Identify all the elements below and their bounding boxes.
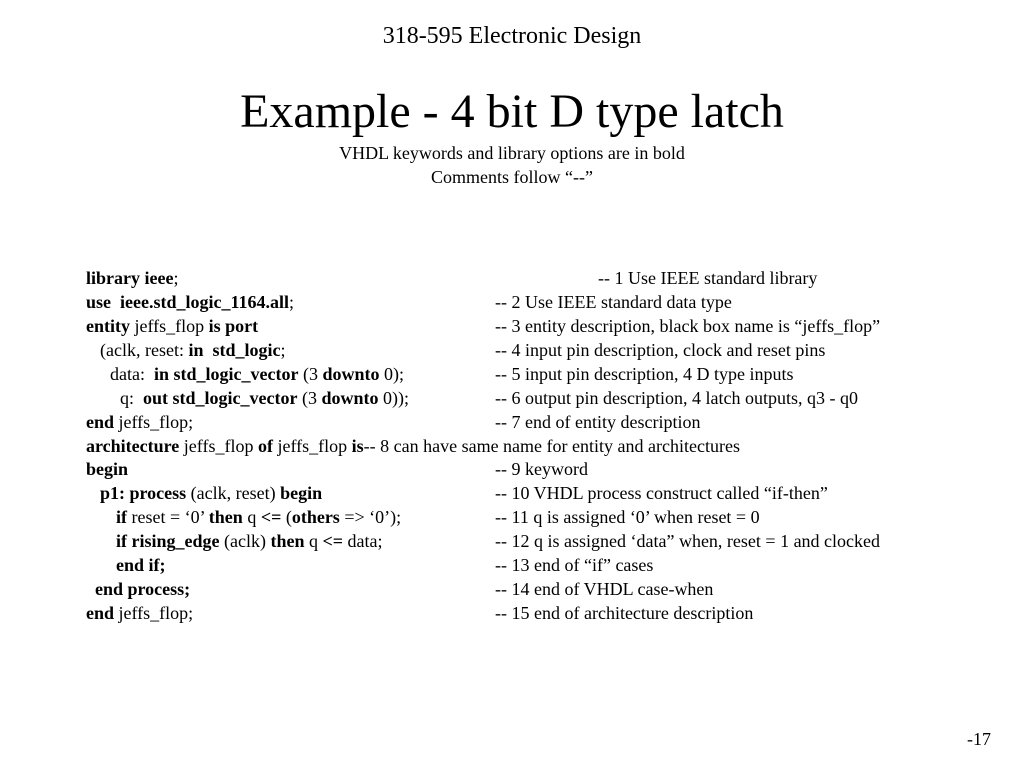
code-comment: -- 9 keyword (495, 459, 588, 480)
vhdl-keyword: downto (321, 387, 379, 408)
vhdl-keyword: in std_logic_vector (153, 363, 299, 384)
code-segment: data; (343, 531, 383, 552)
code-text (100, 481, 322, 505)
vhdl-keyword: others (291, 507, 340, 528)
code-text (86, 266, 178, 290)
code-segment: jeffs_flop; (114, 411, 194, 432)
code-line (0, 601, 1024, 625)
code-comment: -- 2 Use IEEE standard data type (495, 291, 732, 312)
vhdl-keyword: <= (260, 507, 282, 528)
code-text (116, 529, 382, 553)
vhdl-keyword: end (86, 603, 115, 624)
code-segment: q (304, 531, 323, 552)
code-segment: (3 (298, 363, 323, 384)
vhdl-keyword: begin (86, 459, 129, 480)
code-text (120, 386, 409, 410)
vhdl-keyword: <= (322, 531, 343, 552)
code-segment: q: (120, 387, 144, 408)
code-segment: data: (110, 363, 154, 384)
code-segment: jeffs_flop (130, 315, 209, 336)
code-comment: -- 14 end of VHDL case-when (495, 579, 714, 600)
code-comment: -- 5 input pin description, 4 D type inputs (495, 363, 794, 384)
code-line (0, 266, 1024, 290)
code-comment: -- 10 VHDL process construct called “if-then” (495, 483, 828, 504)
course-header: 318-595 Electronic Design (382, 23, 642, 49)
vhdl-keyword: of (257, 435, 273, 456)
code-comment: -- 15 end of architecture description (495, 603, 754, 624)
vhdl-keyword: then (270, 531, 305, 552)
code-text (86, 601, 193, 625)
code-comment: -- 4 input pin description, clock and reset pins (495, 339, 826, 360)
vhdl-keyword: use ieee.std_logic_1164.all (86, 291, 289, 312)
code-text (116, 505, 401, 529)
code-comment: -- 13 end of “if” cases (495, 555, 654, 576)
vhdl-keyword: architecture (86, 435, 180, 456)
code-line (0, 481, 1024, 505)
vhdl-keyword: downto (322, 363, 380, 384)
code-line (0, 386, 1024, 410)
code-text (86, 314, 258, 338)
code-segment: jeffs_flop (272, 435, 352, 456)
code-text (95, 577, 190, 601)
vhdl-keyword: if rising_edge (116, 531, 220, 552)
code-comment: -- 1 Use IEEE standard library (598, 268, 818, 288)
code-line (0, 457, 1024, 481)
vhdl-keyword: is port (208, 315, 259, 336)
code-line (0, 338, 1024, 362)
vhdl-keyword: end process; (95, 579, 191, 600)
code-comment: -- 7 end of entity description (495, 411, 701, 432)
code-text (110, 362, 404, 386)
code-line (0, 410, 1024, 434)
slide-subtitle-comments: Comments follow “--” (431, 167, 593, 187)
code-comment: -- 3 entity description, black box name is “jeffs_flop” (495, 315, 881, 336)
code-segment: ( (281, 507, 292, 528)
code-segment: ; (288, 291, 294, 312)
code-segment: jeffs_flop; (114, 603, 194, 624)
vhdl-keyword: is (351, 435, 364, 456)
vhdl-keyword: begin (280, 483, 323, 504)
code-segment: ; (280, 339, 286, 360)
code-segment: (aclk, reset) (186, 483, 281, 504)
vhdl-keyword: then (208, 507, 243, 528)
vhdl-keyword: if (116, 507, 127, 528)
vhdl-keyword: entity (86, 315, 130, 336)
vhdl-keyword: end if; (116, 555, 166, 576)
page-number: -17 (967, 729, 991, 749)
slide-title: Example - 4 bit D type latch (240, 85, 784, 138)
code-segment: => ‘0’); (339, 507, 402, 528)
code-segment: ; (173, 268, 179, 288)
code-segment: -- 8 can have same name for entity and architectures (363, 435, 740, 456)
code-segment: jeffs_flop (179, 435, 258, 456)
vhdl-keyword: end (86, 411, 115, 432)
code-line (0, 290, 1024, 314)
code-text (86, 434, 740, 458)
vhdl-keyword: p1: process (100, 483, 187, 504)
code-line (0, 529, 1024, 553)
code-text (86, 290, 294, 314)
code-segment: q (242, 507, 261, 528)
code-segment: 0); (379, 363, 404, 384)
code-line (0, 553, 1024, 577)
code-line (0, 314, 1024, 338)
code-text (116, 553, 166, 577)
code-segment: (3 (297, 387, 322, 408)
vhdl-keyword: out std_logic_vector (143, 387, 298, 408)
code-line (0, 577, 1024, 601)
code-line (0, 434, 1024, 458)
code-text (86, 457, 128, 481)
code-line (0, 362, 1024, 386)
code-segment: 0)); (378, 387, 409, 408)
vhdl-keyword: in std_logic (188, 339, 281, 360)
code-text (100, 338, 285, 362)
code-segment: (aclk, reset: (100, 339, 189, 360)
code-segment: (aclk) (219, 531, 271, 552)
code-comment: -- 12 q is assigned ‘data” when, reset = 1 and clocked (495, 531, 881, 552)
code-line (0, 505, 1024, 529)
code-segment: reset = ‘0’ (127, 507, 209, 528)
vhdl-keyword: library ieee (86, 268, 174, 288)
code-comment: -- 6 output pin description, 4 latch outputs, q3 - q0 (495, 387, 858, 408)
code-comment: -- 11 q is assigned ‘0’ when reset = 0 (495, 507, 760, 528)
slide-subtitle-keywords: VHDL keywords and library options are in bold (339, 143, 685, 163)
code-text (86, 410, 193, 434)
